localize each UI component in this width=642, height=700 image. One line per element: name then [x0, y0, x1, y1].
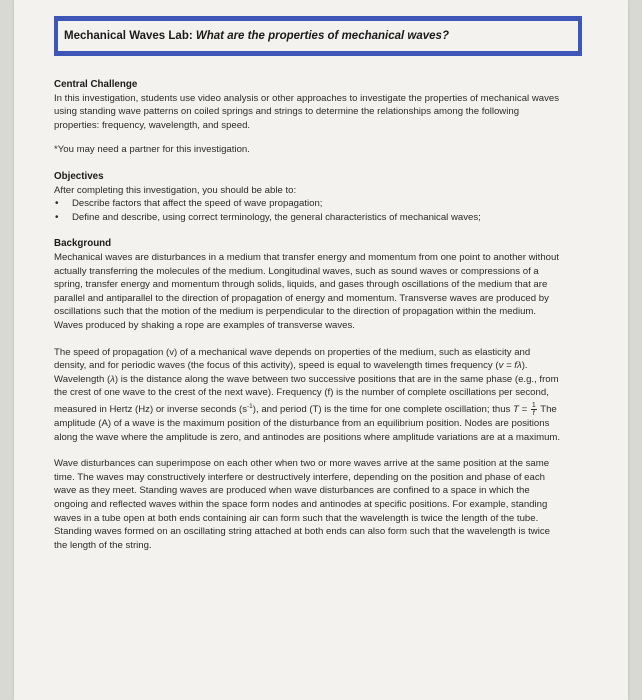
title-box [54, 16, 582, 56]
objective-text: Describe factors that affect the speed of wave propagation; [72, 198, 323, 210]
objectives-list [54, 197, 564, 224]
document-page [14, 0, 628, 700]
background-paragraph-3: Wave disturbances can superimpose on each other when two or more waves arrive at the same position at the same time. The waves may constructively interfere or destructively interfere, depending on the position and phase of each wave as they meet. Standing waves are produced when wave disturbances are confined to a space in which the ongoing and reflected waves within the space form nodes and antinodes at specific positions. For example, standing waves in a tube open at both ends containing air can form such that the wavelength is twice the length of the tube. Standing waves formed on an oscillating string attached at both ends can also form such that the wavelength is twice the length of the string. [54, 458, 550, 551]
list-item [54, 197, 564, 211]
partner-note: *You may need a partner for this investigation. [54, 144, 250, 156]
central-challenge-heading: Central Challenge [54, 79, 138, 90]
one-over-f-fraction: $\frac{1}{f}$ [531, 402, 536, 418]
central-challenge-text: In this investigation, students use video analysis or other approaches to investigate the properties of mechanical waves using standing wave patterns on coiled springs and strings to determine the relationships among the following properties: frequency, wavelength, and speed. [54, 92, 560, 131]
document-body [54, 78, 564, 552]
objectives-intro: After completing this investigation, you should be able to: [54, 184, 297, 196]
background-paragraph-1: Mechanical waves are disturbances in a medium that transfer energy and momentum from one point to another without actually transferring the molecules of the medium. Longitudinal waves, such as sound waves or compressions of a spring, transfer energy and momentum through solids, liquids, and gases through oscillations of the medium that are parallel and antiparallel to the direction of propagation of energy and momentum. Transverse waves are produced by oscillations such that the motion of the medium is perpendicular to the direction of propagation within the medium. Waves produced by shaking a rope are examples of transverse waves. [54, 251, 560, 331]
lambda-symbol: λ [110, 373, 115, 385]
list-item [54, 211, 564, 225]
bullet-icon: • [55, 198, 59, 210]
bullet-icon: • [55, 211, 59, 223]
objective-text: Define and describe, using correct terminology, the general characteristics of mechanical waves; [72, 211, 481, 223]
background-paragraph-2: The speed of propagation (v) of a mechanical wave depends on properties of the medium, such as elasticity and density, and for periodic waves (the focus of this activity), speed is equal to wavelength times frequency (v = fλ). Wavelength (λ) is the distance along the wave between two successive positions that are in the same phase (e.g., from the crest of one wave to the crest of the next wave). Frequency (f) is the number of complete oscillations per second, measured in Hertz (Hz) or inverse seconds $(s^{-1})$, and period (T) is the time for one complete oscillation; thus T = $\frac{1}{f}$ The amplitude (A) of a wave is the maximum position of the disturbance from an equilibrium position. Nodes are positions along the wave where the amplitude is zero, and antinodes are positions where amplitude variations are at a maximum. [54, 346, 561, 443]
inverse-seconds-exponent: -1 [247, 402, 253, 410]
objectives-heading: Objectives [54, 170, 104, 182]
background-heading: Background [54, 238, 112, 250]
title-prefix: Mechanical Waves Lab: [64, 30, 193, 42]
period-equation: T = [513, 404, 530, 416]
title-question: What are the properties of mechanical waves? [195, 30, 449, 42]
page-title [58, 21, 578, 51]
speed-equation: v = fλ [498, 360, 522, 372]
